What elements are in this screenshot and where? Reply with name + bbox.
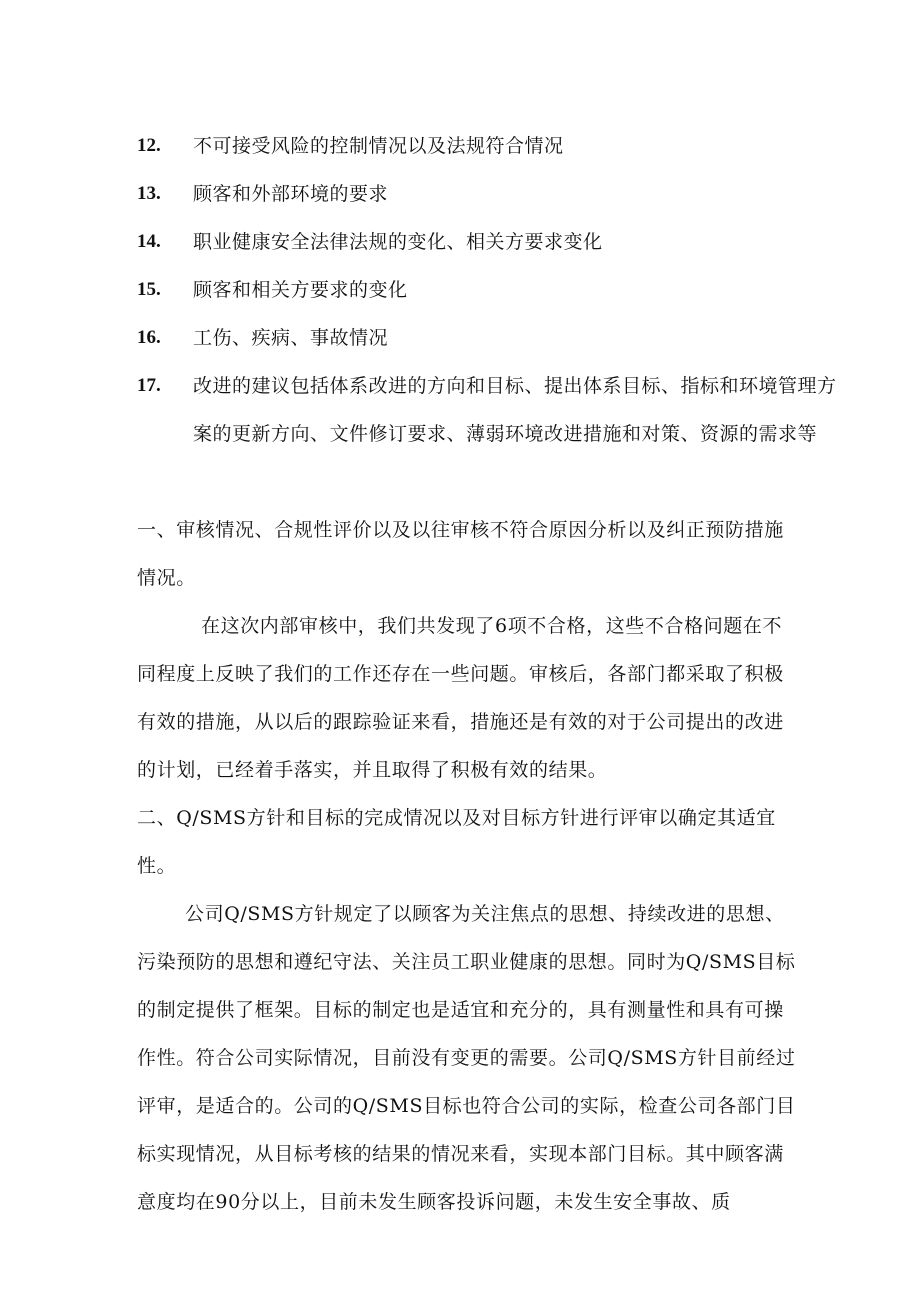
list-item-text: 工伤、疾病、事故情况 xyxy=(193,327,389,349)
list-item-number: 12. xyxy=(137,135,161,156)
list-item xyxy=(137,218,837,266)
list-item-number: 13. xyxy=(137,183,161,204)
list-item-text: 改进的建议包括体系改进的方向和目标、提出体系目标、指标和环境管理方案的更新方向、文件修订要求、薄弱环境改进措施和对策、资源的需求等 xyxy=(193,375,837,445)
paragraph-policy-objectives: 公司Q/SMS方针规定了以顾客为关注焦点的思想、持续改进的思想、污染预防的思想和遵纪守法、关注员工职业健康的思想。同时为Q/SMS目标的制定提供了框架。目标的制定也是适宜和充分的，具有测量性和具有可操作性。符合公司实际情况，目前没有变更的需要。公司Q/SMS方针目前经过评审，是适合的。公司的Q/SMS目标也符合公司的实际，检查公司各部门目标实现情况，从目标考核的结果的情况来看，实现本部门目标。其中顾客满意度均在90分以上，目前未发生顾客投诉问题，未发生安全事故、质 xyxy=(137,903,796,1213)
list-item xyxy=(137,170,837,218)
section-heading-2: 二、Q/SMS方针和目标的完成情况以及对目标方针进行评审以确定其适宜性。 xyxy=(137,807,776,877)
numbered-list xyxy=(137,122,837,458)
list-item-number: 14. xyxy=(137,231,161,252)
list-item xyxy=(137,122,837,170)
list-item-number: 17. xyxy=(137,375,161,396)
list-item-text: 顾客和相关方要求的变化 xyxy=(193,279,408,301)
list-item-text: 职业健康安全法律法规的变化、相关方要求变化 xyxy=(193,231,603,253)
list-item-text: 顾客和外部环境的要求 xyxy=(193,183,389,205)
list-item-number: 16. xyxy=(137,327,161,348)
section-heading-1: 一、审核情况、合规性评价以及以往审核不符合原因分析以及纠正预防措施情况。 xyxy=(137,519,784,589)
list-item xyxy=(137,266,837,314)
paragraph-audit-results: 在这次内部审核中，我们共发现了6项不合格，这些不合格问题在不同程度上反映了我们的工作还存在一些问题。审核后，各部门都采取了积极有效的措施，从以后的跟踪验证来看，措施还是有效的对于公司提出的改进的计划，已经着手落实，并且取得了积极有效的结果。 xyxy=(137,615,784,781)
list-item xyxy=(137,362,837,458)
document-body xyxy=(137,506,797,1226)
list-item-text: 不可接受风险的控制情况以及法规符合情况 xyxy=(193,135,564,157)
list-item-number: 15. xyxy=(137,279,161,300)
list-item xyxy=(137,314,837,362)
